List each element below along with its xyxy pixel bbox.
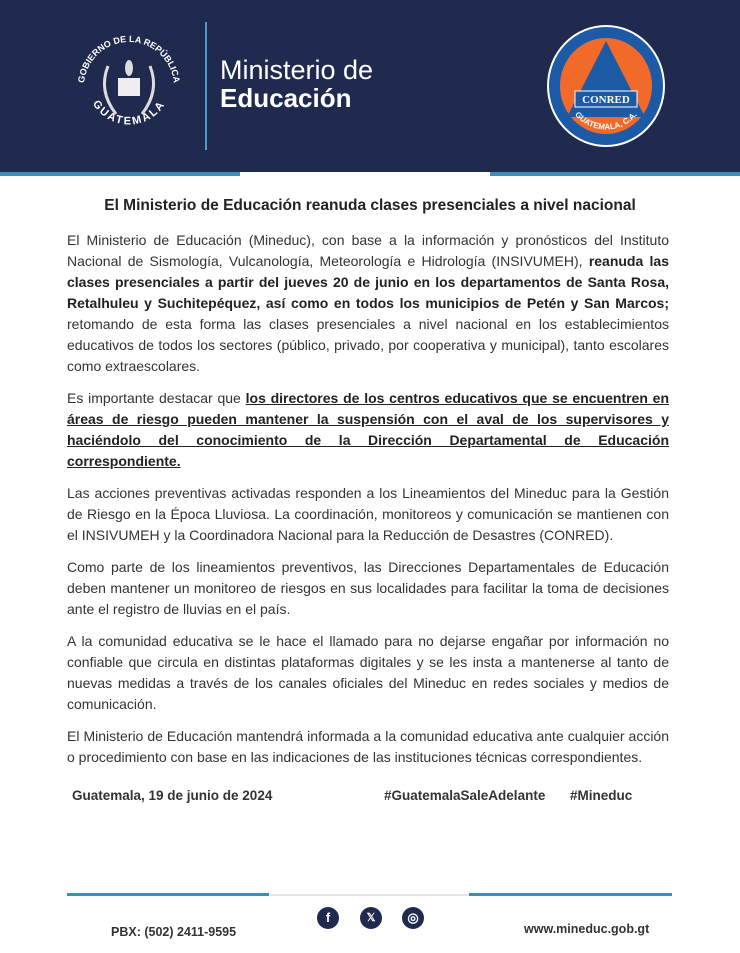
guatemala-seal-logo <box>68 26 190 148</box>
header-divider <box>205 22 207 150</box>
footer-line-right <box>469 893 672 896</box>
paragraph-3: Las acciones preventivas activadas responden a los Lineamientos del Mineduc para la Gestión de Riesgo en la Época Lluviosa. La coordinación, monitoreos y comunicación se mantienen con el INSIVUMEH y la Coordinadora Nacional para la Reducción de Desastres (CONRED). <box>67 485 669 543</box>
p2-underlined-text: los directores de los centros educativos que se encuentren en áreas de riesgo pueden mantener la suspensión con el aval de los supervisores y haciéndolo del conocimiento de la Dirección Departamental de Educación correspondiente. <box>67 390 670 469</box>
footer-line-mid <box>269 894 469 896</box>
page-title: El Ministerio de Educación reanuda clases presenciales a nivel nacional <box>104 197 636 214</box>
svg-text:GOBIERNO DE LA REPÚBLICA <box>76 34 182 84</box>
date-line: Guatemala, 19 de junio de 2024 <box>72 788 273 803</box>
footer-line-left <box>67 893 269 896</box>
hashtag-guatemala: #GuatemalaSaleAdelante <box>384 788 546 803</box>
header-accent-line-left <box>0 172 240 176</box>
phone-number: PBX: (502) 2411-9595 <box>111 925 237 939</box>
p2-text: Es importante destacar que <box>67 390 246 406</box>
seal-bottom-text: GUATEMALA <box>89 98 169 128</box>
conred-label: CONRED <box>582 94 630 106</box>
document-body <box>67 230 669 808</box>
ministry-name-line1: Ministerio de <box>220 55 374 85</box>
facebook-icon[interactable]: f <box>317 907 339 929</box>
ministry-name-line2: Educación <box>220 83 352 113</box>
paragraph-1 <box>67 230 669 377</box>
p1-bold-text: reanuda las clases presenciales a partir del jueves 20 de junio en los departamentos de Santa Rosa, Retalhuleu y Suchitepéquez, así como en todos los municipios de Petén y San Marcos; <box>67 253 669 311</box>
seal-top-text: GOBIERNO DE LA REPÚBLICA <box>76 33 182 84</box>
paragraph-2 <box>67 388 669 472</box>
paragraph-5: A la comunidad educativa se le hace el llamado para no dejarse engañar por información no confiable que circula en distintas plataformas digitales y se les insta a mantenerse al tanto de nuevas medidas a través de los canales oficiales del Mineduc en redes sociales y medios de comunicación. <box>67 633 669 712</box>
paragraph-6: El Ministerio de Educación mantendrá informada a la comunidad educativa ante cualquier acción o procedimiento con base en las indicaciones de las instituciones técnicas correspondientes. <box>67 728 669 765</box>
conred-logo <box>545 25 667 147</box>
x-twitter-icon[interactable]: 𝕏 <box>360 907 382 929</box>
website-link[interactable]: www.mineduc.gob.gt <box>524 922 650 936</box>
instagram-icon[interactable]: ◎ <box>402 907 424 929</box>
svg-text:GUATEMALA <box>90 98 168 127</box>
hashtag-mineduc: #Mineduc <box>570 788 633 803</box>
p1-text: El Ministerio de Educación (Mineduc), con base a la información y pronósticos del Instituto Nacional de Sismología, Vulcanología, Meteorología e Hidrología (INSIVUMEH), <box>67 232 669 269</box>
header-accent-line-right <box>490 172 740 176</box>
date-hashtag-row <box>67 788 669 808</box>
paragraph-4: Como parte de los lineamientos preventivos, las Direcciones Departamentales de Educación deben mantener un monitoreo de riesgos en sus localidades para facilitar la toma de decisiones ante el registro de lluvias en el país. <box>67 559 669 617</box>
conred-bottom-text: GUATEMALA, C.A. <box>573 110 639 132</box>
p1-text-end: retomando de esta forma las clases presenciales a nivel nacional en los establecimientos educativos de todos los sectores (público, privado, por cooperativa y municipal), tanto escolares como extraescolares. <box>67 316 669 374</box>
